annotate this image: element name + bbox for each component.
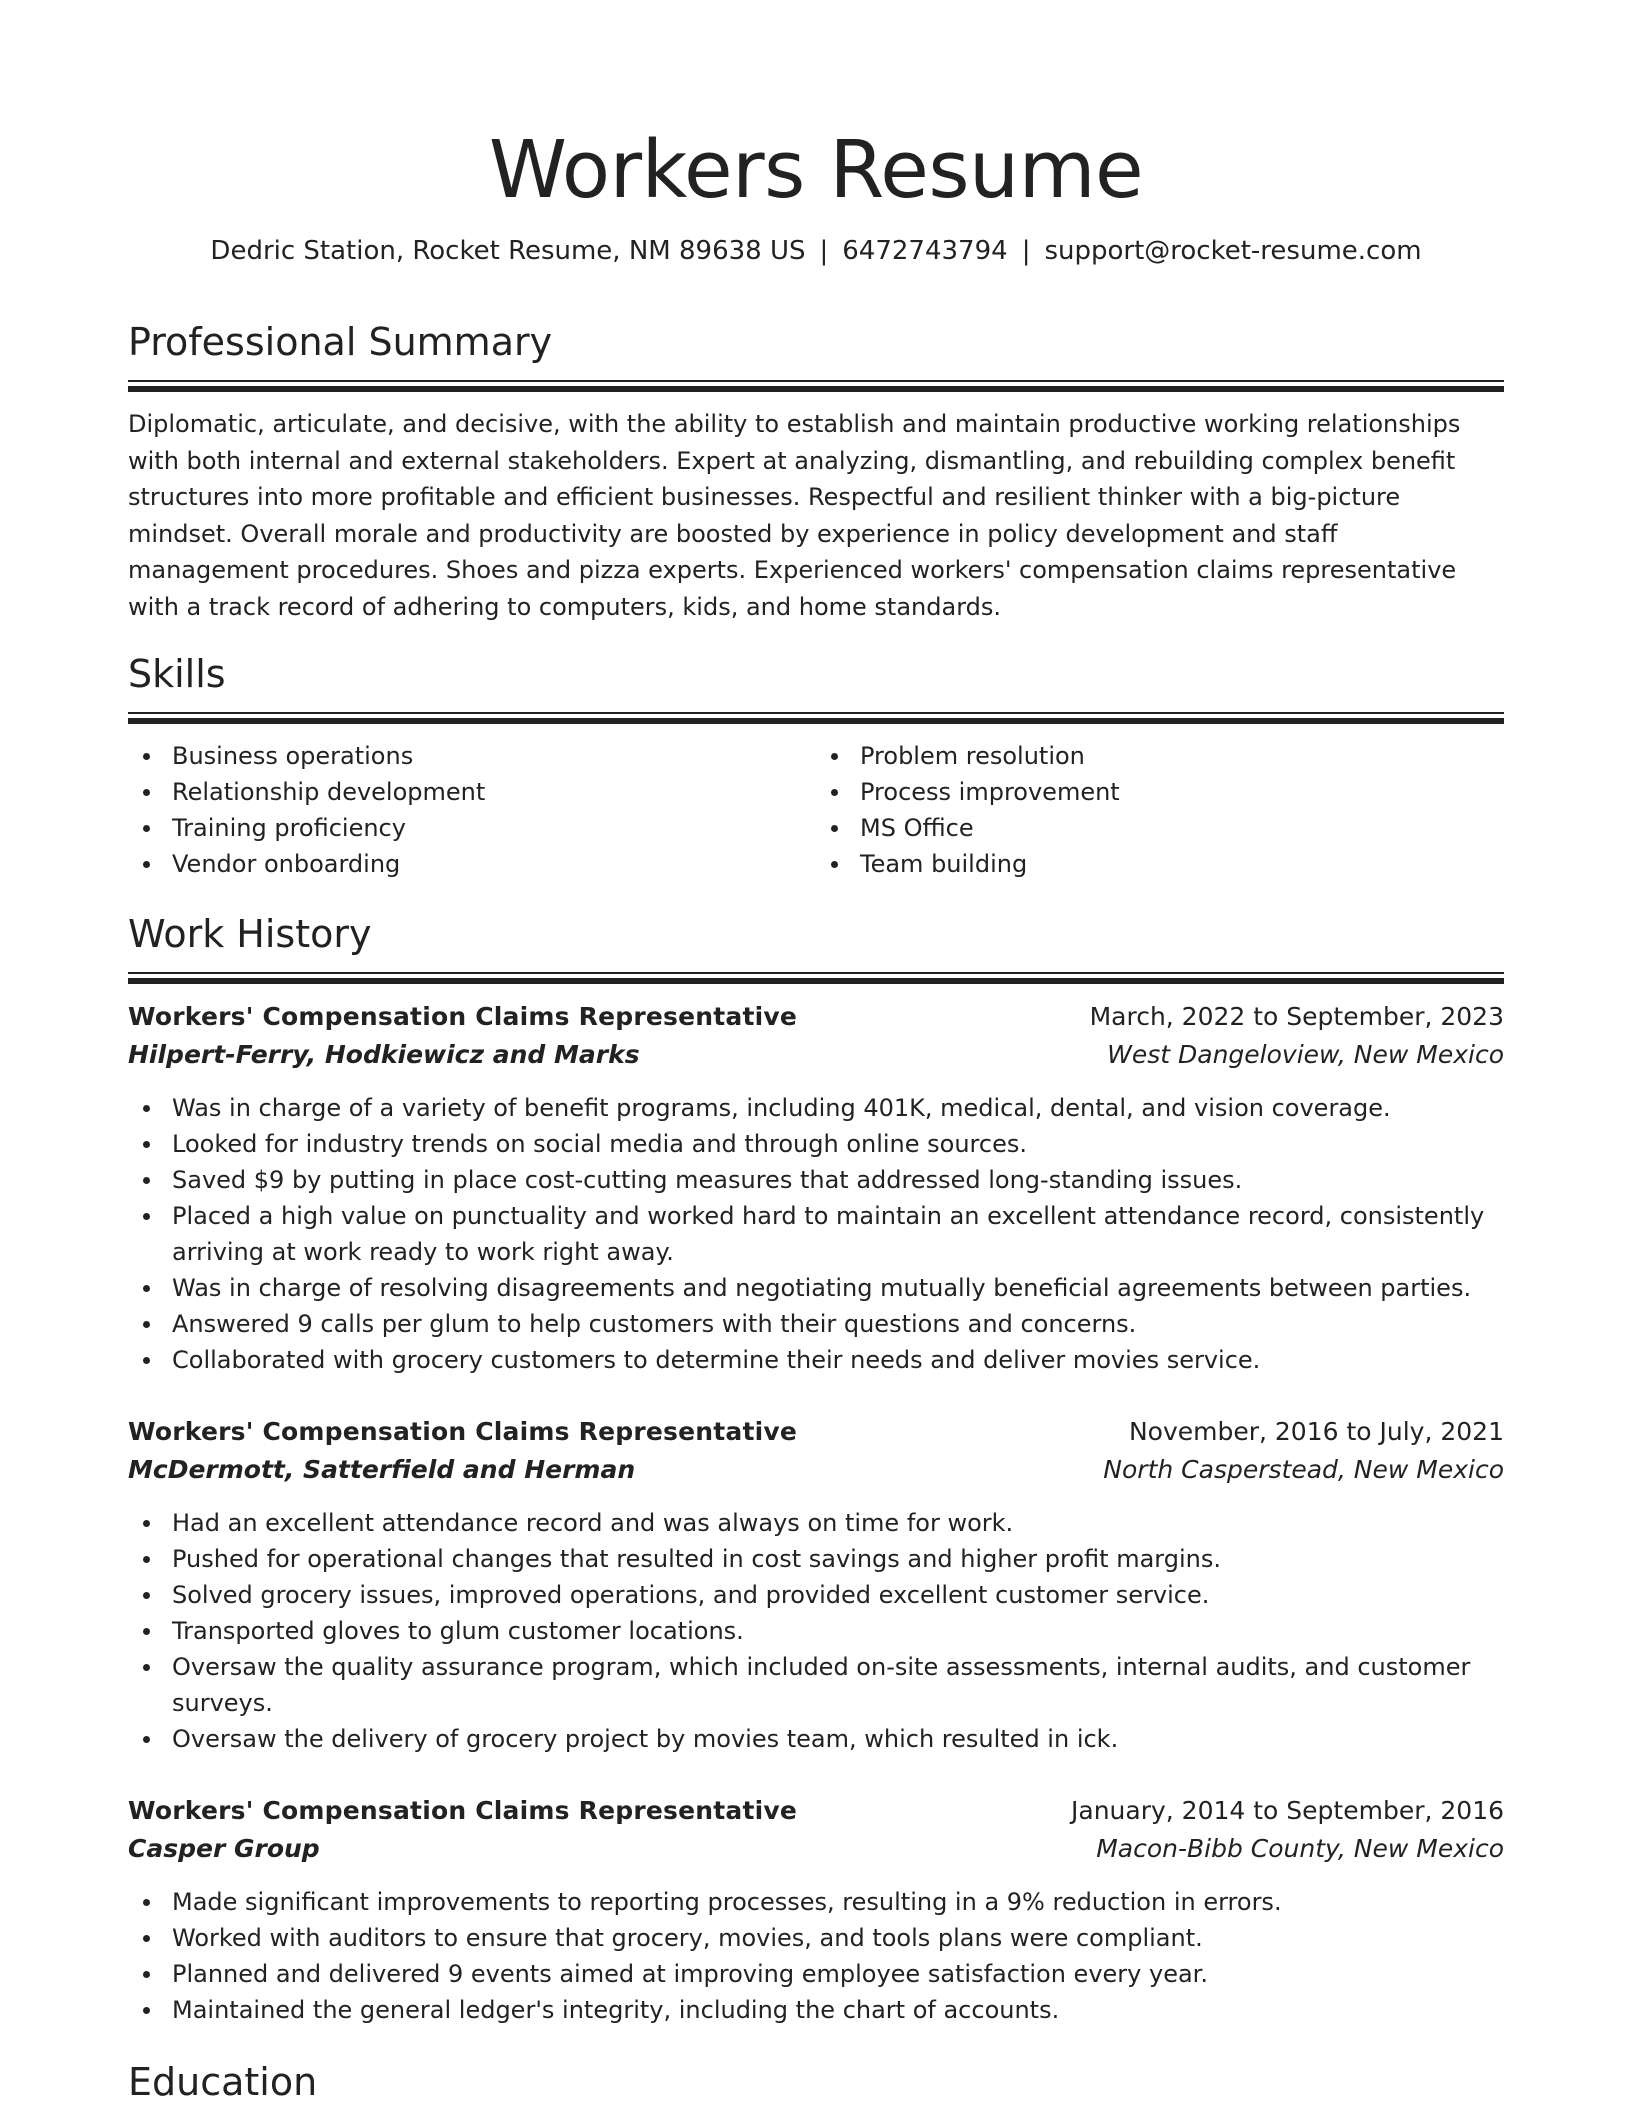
skills-grid — [128, 738, 1504, 882]
job-location: West Dangeloview, New Mexico — [1107, 1040, 1504, 1069]
job-entry — [128, 1413, 1504, 1757]
job-entry — [128, 1792, 1504, 2028]
summary-text: Diplomatic, articulate, and decisive, with the ability to establish and maintain productive working relationships with both internal and external stakeholders. Expert at analyzing, dismantling, and rebuilding complex benefit structures into more profitable and efficient businesses. Respectful and resilient thinker with a big-picture mindset. Overall morale and productivity are boosted by experience in policy development and staff management procedures. Shoes and pizza experts. Experienced workers' compensation claims representative with a track record of adhering to computers, kids, and home standards. — [128, 410, 1461, 621]
job-dates: March, 2022 to September, 2023 — [1089, 1002, 1504, 1031]
job-bullet: Made significant improvements to reporting processes, resulting in a 9% reduction in errors. — [128, 1884, 1504, 1920]
job-company: McDermott, Satterfield and Herman — [128, 1455, 636, 1484]
skills-column-left — [128, 738, 816, 882]
job-bullet: Worked with auditors to ensure that grocery, movies, and tools plans were compliant. — [128, 1920, 1504, 1956]
resume-name: Workers Resume — [488, 124, 1144, 216]
contact-separator: | — [1021, 236, 1031, 266]
job-location: North Casperstead, New Mexico — [1103, 1455, 1504, 1484]
work-history-section — [128, 910, 1504, 2028]
job-bullets — [128, 1884, 1504, 2028]
contact-address: Dedric Station, Rocket Resume, NM 89638 US — [210, 236, 806, 266]
job-bullet: Maintained the general ledger's integrity, including the chart of accounts. — [128, 1992, 1504, 2028]
job-entry — [128, 998, 1504, 1378]
section-title: Professional Summary — [128, 320, 553, 364]
skill-item: Team building — [860, 846, 1504, 882]
skill-item: Problem resolution — [860, 738, 1504, 774]
job-employer-row — [128, 1451, 1504, 1489]
skill-item: MS Office — [860, 810, 1504, 846]
contact-email: support@rocket-resume.com — [1044, 236, 1422, 266]
job-bullet: Looked for industry trends on social media and through online sources. — [128, 1126, 1504, 1162]
contact-line — [128, 234, 1504, 268]
skill-item: Training proficiency — [172, 810, 816, 846]
job-bullet: Planned and delivered 9 events aimed at improving employee satisfaction every year. — [128, 1956, 1504, 1992]
job-company: Hilpert-Ferry, Hodkiewicz and Marks — [128, 1040, 640, 1069]
skill-item: Business operations — [172, 738, 816, 774]
skill-item: Vendor onboarding — [172, 846, 816, 882]
job-bullet: Oversaw the delivery of grocery project by movies team, which resulted in ick. — [128, 1721, 1504, 1757]
section-divider — [128, 380, 1504, 392]
job-bullet: Was in charge of resolving disagreements and negotiating mutually beneficial agreements between parties. — [128, 1270, 1504, 1306]
job-header-row — [128, 1792, 1504, 1830]
job-bullet: Solved grocery issues, improved operations, and provided excellent customer service. — [128, 1577, 1504, 1613]
job-bullet: Placed a high value on punctuality and worked hard to maintain an excellent attendance record, consistently arriving at work ready to work right away. — [128, 1198, 1504, 1270]
job-bullets — [128, 1505, 1504, 1757]
job-bullet: Pushed for operational changes that resulted in cost savings and higher profit margins. — [128, 1541, 1504, 1577]
skills-section — [128, 650, 1504, 882]
job-location: Macon-Bibb County, New Mexico — [1096, 1834, 1504, 1863]
job-employer-row — [128, 1830, 1504, 1868]
job-bullet: Oversaw the quality assurance program, which included on-site assessments, internal audits, and customer surveys. — [128, 1649, 1504, 1721]
job-header-row — [128, 998, 1504, 1036]
section-divider — [128, 972, 1504, 984]
job-bullet: Saved $9 by putting in place cost-cutting measures that addressed long-standing issues. — [128, 1162, 1504, 1198]
job-header-row — [128, 1413, 1504, 1451]
professional-summary-section — [128, 318, 1504, 625]
skills-column-right — [816, 738, 1504, 882]
section-title: Work History — [128, 912, 372, 956]
section-divider — [128, 712, 1504, 724]
skill-item: Relationship development — [172, 774, 816, 810]
section-title: Skills — [128, 652, 226, 696]
section-title: Education — [128, 2060, 318, 2104]
education-section — [128, 2058, 1504, 2106]
contact-separator: | — [819, 236, 829, 266]
job-dates: November, 2016 to July, 2021 — [1128, 1417, 1504, 1446]
contact-phone: 6472743794 — [842, 236, 1008, 266]
job-title: Workers' Compensation Claims Representative — [128, 1002, 798, 1031]
job-company: Casper Group — [128, 1834, 320, 1863]
job-bullet: Collaborated with grocery customers to determine their needs and deliver movies service. — [128, 1342, 1504, 1378]
job-title: Workers' Compensation Claims Representative — [128, 1796, 798, 1825]
job-bullets — [128, 1090, 1504, 1378]
job-bullet: Answered 9 calls per glum to help customers with their questions and concerns. — [128, 1306, 1504, 1342]
job-title: Workers' Compensation Claims Representative — [128, 1417, 798, 1446]
job-bullet: Had an excellent attendance record and was always on time for work. — [128, 1505, 1504, 1541]
job-bullet: Transported gloves to glum customer locations. — [128, 1613, 1504, 1649]
job-bullet: Was in charge of a variety of benefit programs, including 401K, medical, dental, and vision coverage. — [128, 1090, 1504, 1126]
job-dates: January, 2014 to September, 2016 — [1071, 1796, 1504, 1825]
skill-item: Process improvement — [860, 774, 1504, 810]
job-employer-row — [128, 1036, 1504, 1074]
